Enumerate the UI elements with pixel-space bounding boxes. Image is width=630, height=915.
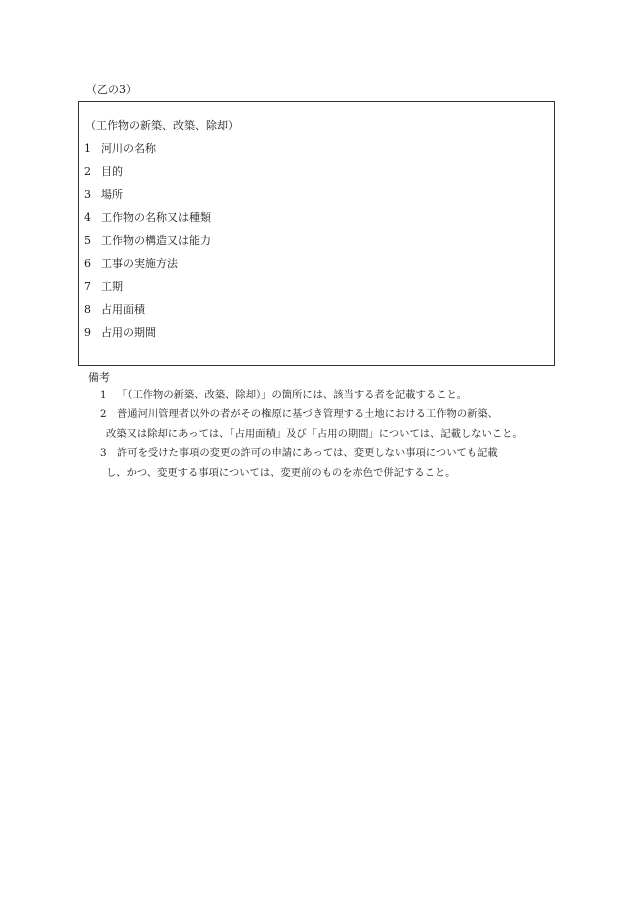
item-structure-capacity — [84, 234, 211, 248]
note-number: 2 — [100, 408, 107, 420]
item-label: 工期 — [101, 280, 123, 293]
application-form-box — [78, 101, 555, 366]
item-structure-name — [84, 211, 211, 225]
item-label: 占用面積 — [101, 303, 145, 316]
item-label: 工作物の構造又は能力 — [101, 234, 211, 247]
note-3-continuation: し、かつ、変更する事項については、変更前のものを赤色で併記すること。 — [106, 467, 456, 479]
item-label: 目的 — [101, 165, 123, 178]
note-1 — [100, 388, 467, 402]
item-construction-period — [84, 280, 123, 294]
note-2 — [100, 407, 498, 421]
notes-title: 備考 — [88, 371, 110, 384]
item-label: 河川の名称 — [101, 142, 156, 155]
item-label: 工事の実施方法 — [101, 257, 178, 270]
item-label: 場所 — [101, 188, 123, 201]
note-text: 「（工作物の新築、改築、除却）」の箇所には、該当する者を記載すること。 — [117, 389, 468, 401]
item-river-name — [84, 142, 156, 156]
item-label: 占用の期間 — [101, 326, 156, 339]
form-code: （乙の3） — [86, 83, 137, 96]
item-purpose — [84, 165, 123, 179]
item-number: 8 — [84, 303, 91, 316]
item-construction-method — [84, 257, 178, 271]
item-number: 6 — [84, 257, 91, 270]
note-3 — [100, 446, 498, 460]
item-occupation-period — [84, 326, 156, 340]
item-occupied-area — [84, 303, 145, 317]
form-heading: （工作物の新築、改築、除却） — [85, 119, 239, 132]
item-number: 7 — [84, 280, 91, 293]
item-number: 2 — [84, 165, 91, 178]
note-text: 普通河川管理者以外の者がその権原に基づき管理する土地における工作物の新築、 — [117, 408, 498, 420]
item-label: 工作物の名称又は種類 — [101, 211, 211, 224]
note-2-continuation: 改築又は除却にあっては、「占用面積」及び「占用の期間」については、記載しないこと。 — [106, 428, 523, 440]
note-number: 3 — [100, 447, 107, 459]
item-number: 5 — [84, 234, 91, 247]
item-location — [84, 188, 123, 202]
note-text: 許可を受けた事項の変更の許可の申請にあっては、変更しない事項についても記載 — [117, 447, 498, 459]
item-number: 4 — [84, 211, 91, 224]
item-number: 1 — [84, 142, 91, 155]
item-number: 3 — [84, 188, 91, 201]
item-number: 9 — [84, 326, 91, 339]
note-number: 1 — [100, 389, 107, 401]
